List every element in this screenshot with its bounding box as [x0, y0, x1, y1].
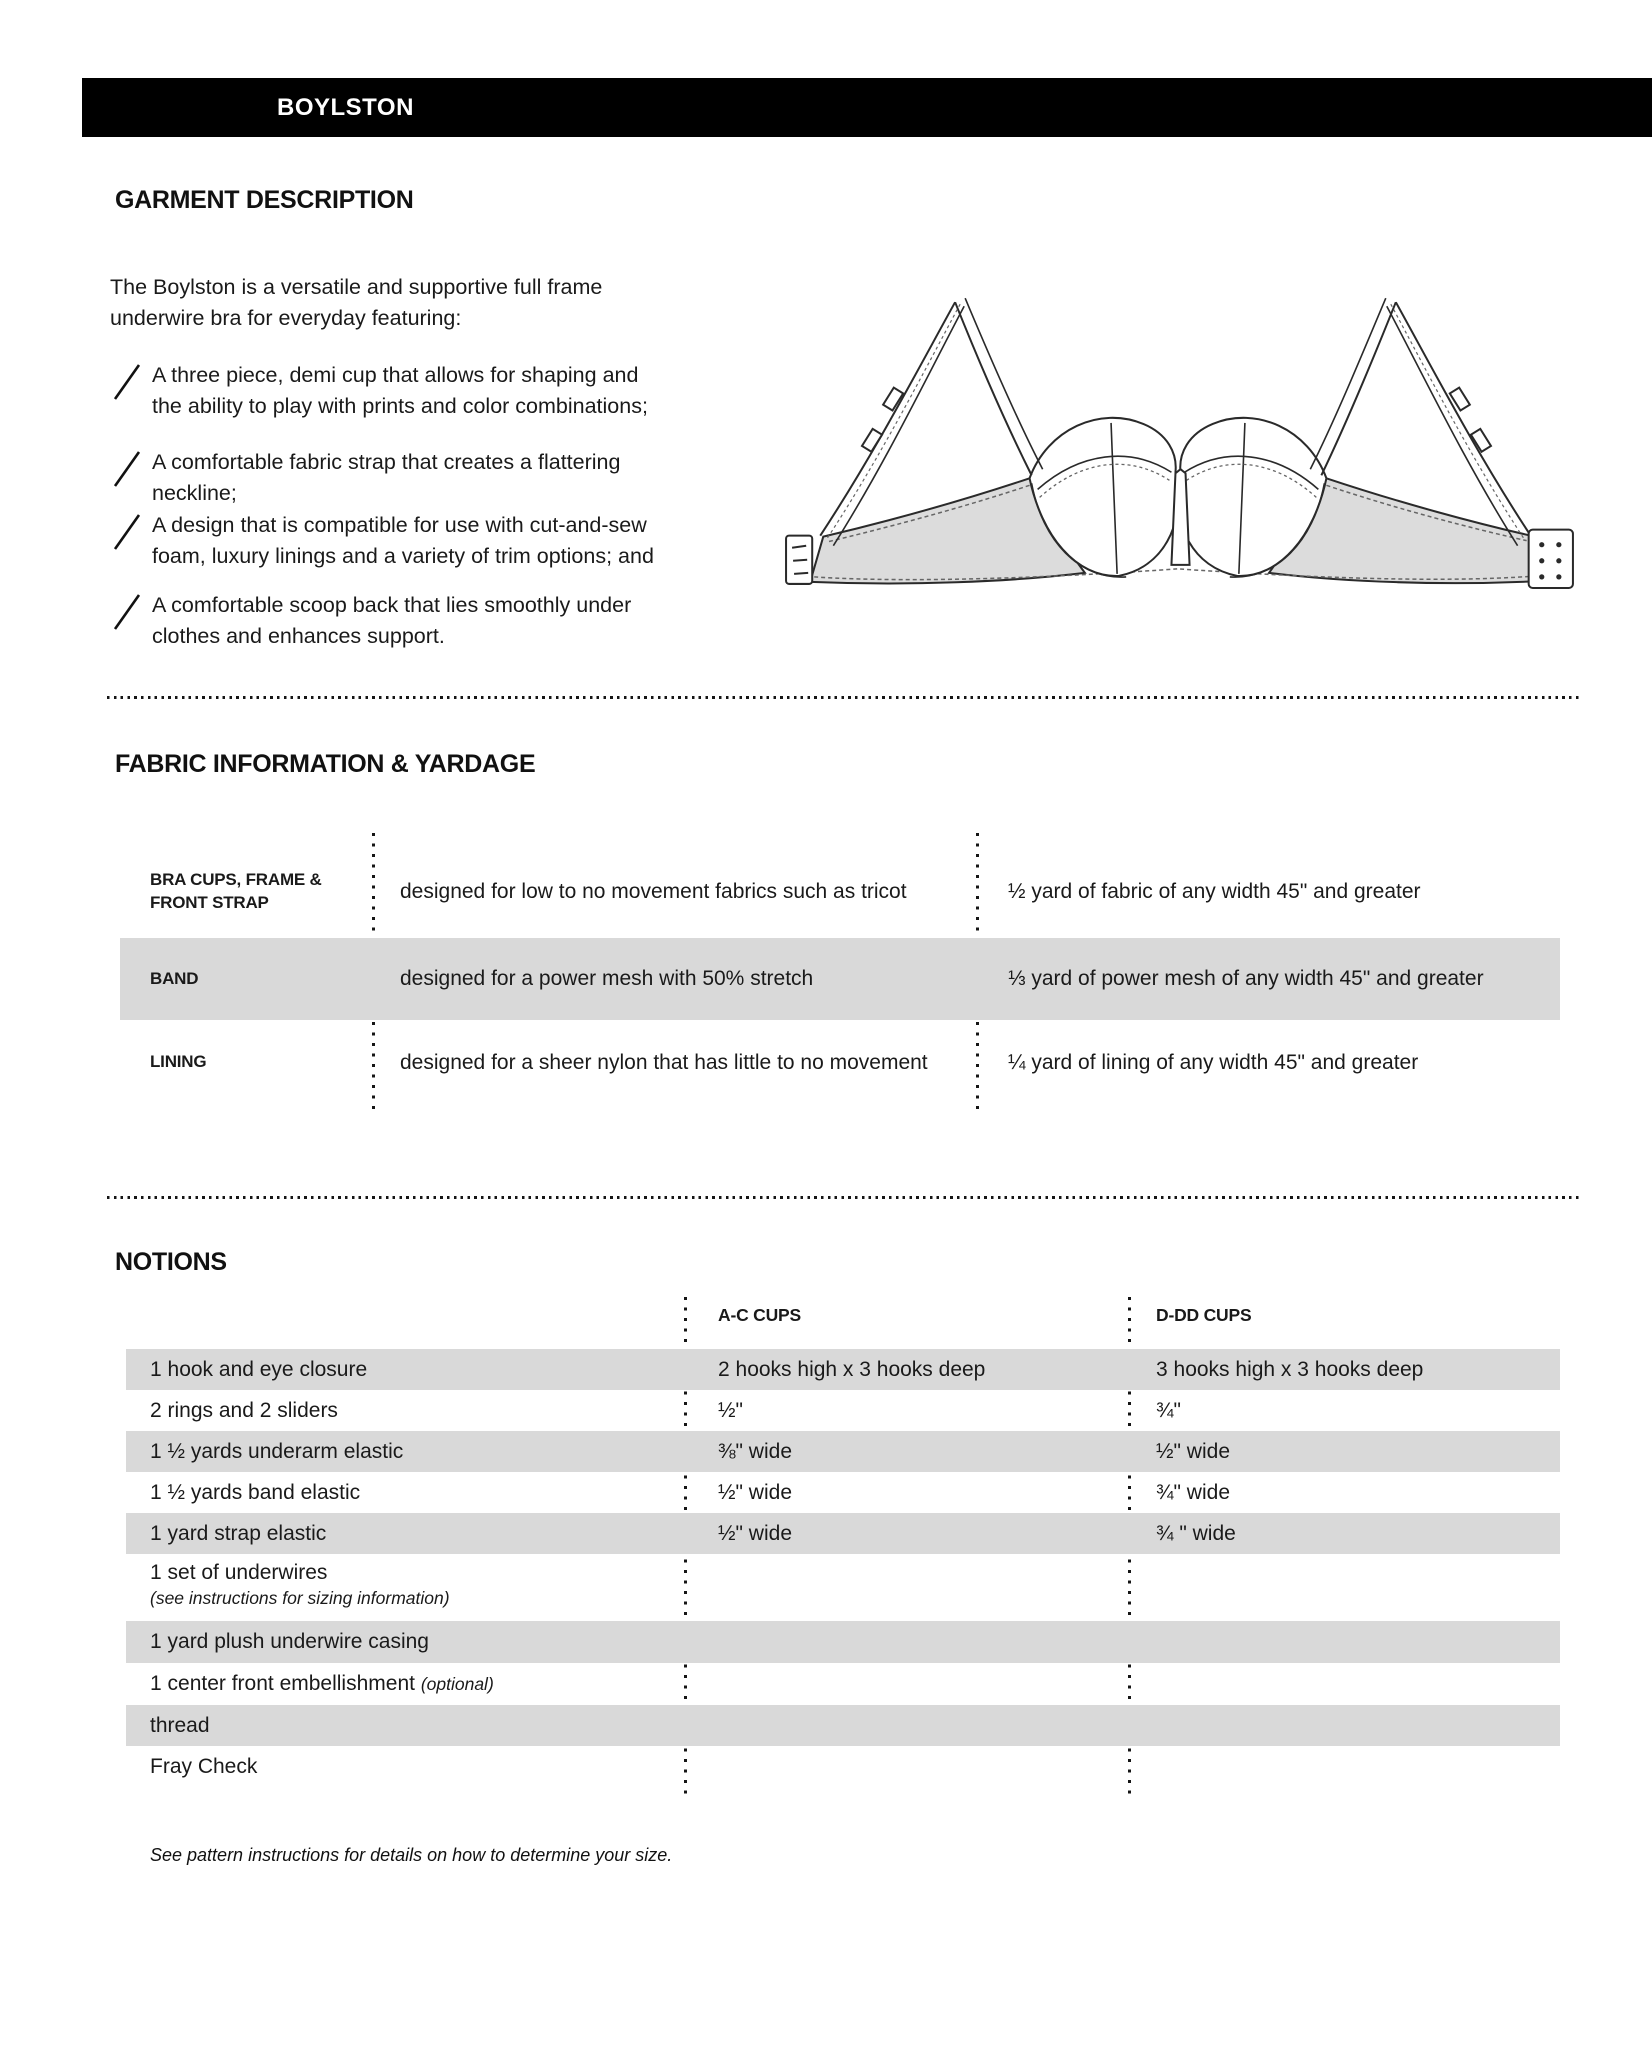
notion-item: [150, 1672, 690, 1696]
ac-cups-value: ½": [718, 1398, 743, 1422]
garment-description-heading: GARMENT DESCRIPTION: [115, 186, 414, 214]
dotted-divider: [107, 1196, 1581, 1199]
ddd-cups-value: ¾ " wide: [1156, 1521, 1236, 1545]
notion-item: thread: [150, 1713, 210, 1737]
notion-item: 1 hook and eye closure: [150, 1357, 368, 1381]
notion-item: 1 yard strap elastic: [150, 1521, 327, 1545]
fabric-description: designed for low to no movement fabrics such as tricot: [400, 879, 907, 903]
table-row: [126, 1472, 1560, 1513]
notion-item: 1 yard plush underwire casing: [150, 1630, 429, 1653]
notion-item-text: 1 set of underwires: [150, 1561, 328, 1584]
table-row: [120, 1020, 1560, 1105]
page-title: BOYLSTON: [277, 94, 414, 121]
sizing-footnote: See pattern instructions for details on how to determine your size.: [150, 1845, 673, 1865]
slash-bullet-icon: [112, 449, 142, 509]
table-row: [126, 1746, 1560, 1788]
table-row: [126, 1390, 1560, 1431]
row-label: BAND: [150, 968, 199, 988]
garment-description-intro: The Boylston is a versatile and supportive full frame underwire bra for everyday featuring:: [110, 275, 603, 330]
feature-bullet: [112, 360, 657, 422]
ac-cups-value: 2 hooks high x 3 hooks deep: [718, 1357, 986, 1381]
table-row: [126, 1431, 1560, 1472]
bra-technical-drawing-image: [778, 272, 1583, 594]
yardage-value: ⅓ yard of power mesh of any width 45" and greater: [1008, 967, 1484, 990]
feature-bullet: [112, 447, 657, 509]
feature-bullet-text: A comfortable fabric strap that creates a flattering neckline;: [152, 450, 621, 505]
column-header-ac-cups: A-C CUPS: [718, 1305, 801, 1325]
table-row: [120, 938, 1560, 1020]
feature-bullet-text: A design that is compatible for use with cut-and-sew foam, luxury linings and a variety of trim options; and: [152, 513, 654, 568]
ddd-cups-value: ¾": [1156, 1398, 1181, 1422]
slash-bullet-icon: [112, 592, 142, 652]
table-row: [126, 1513, 1560, 1554]
ddd-cups-value: 3 hooks high x 3 hooks deep: [1156, 1357, 1424, 1381]
ac-cups-value: ½" wide: [718, 1480, 792, 1504]
table-row: [120, 845, 1560, 938]
fabric-section-heading: FABRIC INFORMATION & YARDAGE: [115, 750, 536, 778]
fabric-description: designed for a sheer nylon that has little to no movement: [400, 1050, 928, 1074]
notions-section-heading: NOTIONS: [115, 1248, 227, 1276]
notion-item: 2 rings and 2 sliders: [150, 1398, 338, 1422]
table-row: [126, 1621, 1560, 1663]
feature-bullet-text: A three piece, demi cup that allows for shaping and the ability to play with prints and color combinations;: [152, 363, 648, 418]
yardage-value: ½ yard of fabric of any width 45" and greater: [1008, 879, 1421, 903]
ac-cups-value: ½" wide: [718, 1521, 792, 1545]
yardage-value: ¼ yard of lining of any width 45" and greater: [1008, 1050, 1419, 1074]
fabric-description: designed for a power mesh with 50% stretch: [400, 967, 814, 990]
notion-item-note: (optional): [420, 1674, 494, 1694]
feature-bullet: [112, 590, 657, 652]
ddd-cups-value: ¾" wide: [1156, 1480, 1230, 1504]
table-row: [126, 1663, 1560, 1705]
dotted-divider: [107, 696, 1581, 699]
slash-bullet-icon: [112, 362, 142, 422]
table-row: [126, 1349, 1560, 1390]
feature-bullet-text: A comfortable scoop back that lies smoothly under clothes and enhances support.: [152, 593, 632, 648]
table-row: [126, 1705, 1560, 1746]
notion-item: 1 ½ yards underarm elastic: [150, 1439, 404, 1463]
slash-bullet-icon: [112, 512, 142, 572]
notion-item: [150, 1561, 690, 1609]
notion-item-note: (see instructions for sizing information): [150, 1588, 450, 1608]
row-label: LINING: [150, 1052, 207, 1072]
notion-item: 1 ½ yards band elastic: [150, 1480, 361, 1504]
ac-cups-value: ⅜" wide: [718, 1439, 792, 1463]
notions-table: [126, 1297, 1560, 1797]
fabric-yardage-table: [120, 845, 1560, 1105]
ddd-cups-value: ½" wide: [1156, 1439, 1230, 1463]
column-header-ddd-cups: D-DD CUPS: [1156, 1305, 1252, 1325]
feature-bullet: [112, 510, 657, 572]
notion-item: Fray Check: [150, 1755, 258, 1778]
row-label: BRA CUPS, FRAME & FRONT STRAP: [150, 869, 322, 912]
notion-item-text: 1 center front embellishment: [150, 1672, 415, 1695]
table-row: [126, 1554, 1560, 1621]
title-bar: [82, 78, 1652, 137]
